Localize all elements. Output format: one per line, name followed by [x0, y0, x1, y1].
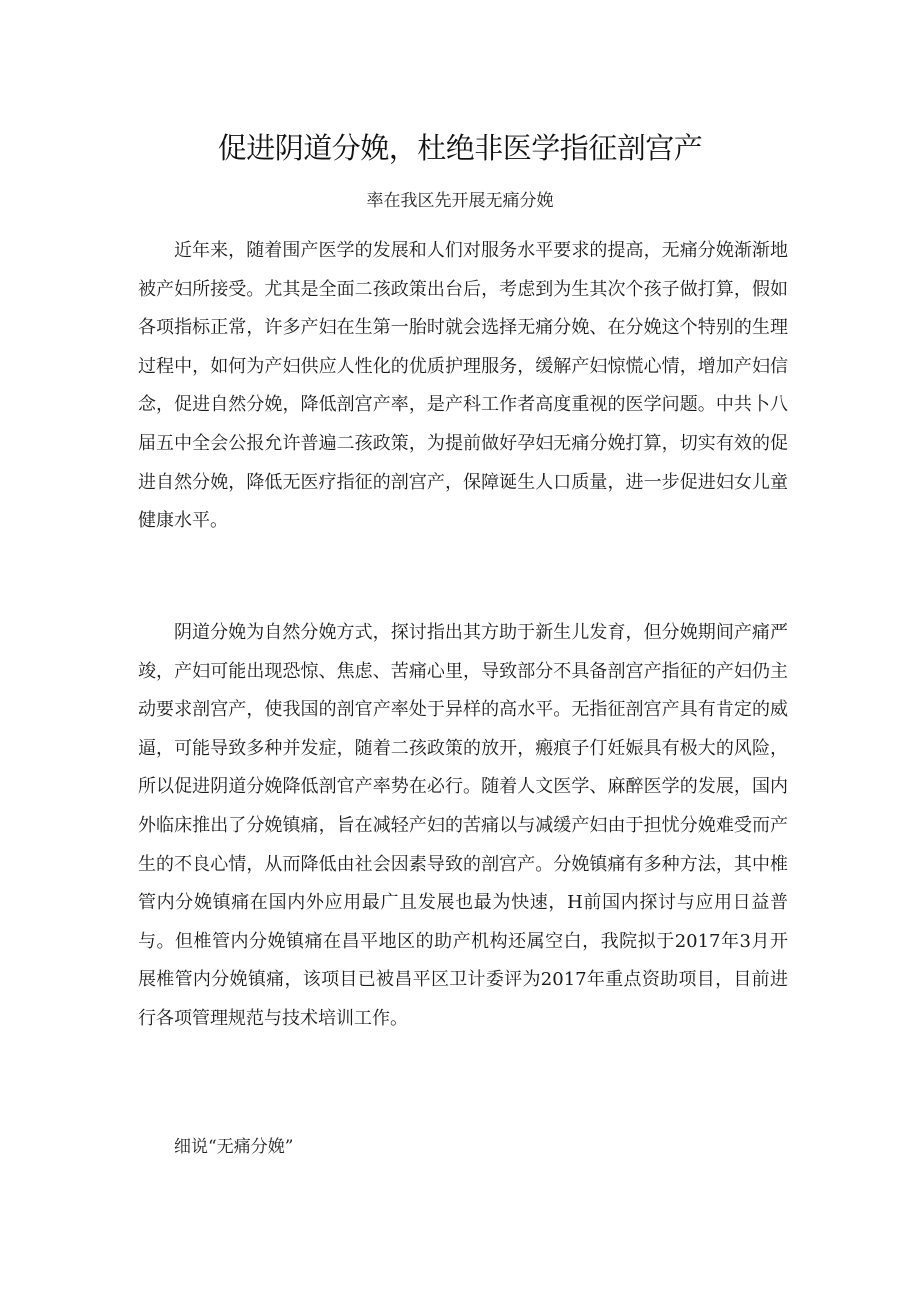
- section-note: 细说“无痛分娩”: [174, 1137, 294, 1157]
- paragraph-2: 阴道分娩为自然分娩方式，探讨指出其方助于新生儿发育，但分娩期间产痛严竣，产妇可能出现恐惊、焦虑、苦痛心里，导致部分不具备剖宫产指征的产妇仍主动要求剖宫产，使我国的剖官产率处于异样的高水平。无指征剖宫产具有肯定的威逼，可能导致多种并发症，随着二孩政策的放开，瘢痕子仃妊娠具有极大的风险，所以促进阴道分娩降低剖官产率势在必行。随着人文医学、麻醉医学的发展，国内外临床推出了分娩镇痛，旨在减轻产妇的苦痛以与减缓产妇由于担忧分娩难受而产生的不良心情，从而降低由社会因素导致的剖宫产。分娩镇痛有多种方法，其中椎管内分娩镇痛在国内外应用最广且发展也最为快速，H前国内探讨与应用日益普与。但椎管内分娩镇痛在昌平地区的助产机构还属空白，我院拟于2017年3月开展椎管内分娩镇痛，该项目已被昌平区卫计委评为2017年重点资助项目，目前进行各项管理规范与技术培训工作。: [138, 622, 788, 1029]
- document-title: 促进阴道分娩，杜绝非医学指征剖宫产: [217, 131, 703, 165]
- document-subtitle: 率在我区先开展无痛分娩: [366, 191, 554, 211]
- paragraph-1: 近年来，随着围产医学的发展和人们对服务水平要求的提高，无痛分娩渐渐地被产妇所接受。尤其是全面二孩政策出台后，考虑到为生其次个孩子做打算，假如各项指标正常，许多产妇在生第一胎时就会选择无痛分娩、在分娩这个特别的生理过程中，如何为产妇供应人性化的优质护理服务，缓解产妇惊慌心情，增加产妇信念，促进自然分娩，降低剖宫产率，是产科工作者高度重视的医学问题。中共卜八届五中全会公报允许普遍二孩政策，为提前做好孕妇无痛分娩打算，切实有效的促进自然分娩，降低无医疗指征的剖宫产，保障诞生人口质量，进一步促进妇女儿童健康水平。: [138, 240, 788, 532]
